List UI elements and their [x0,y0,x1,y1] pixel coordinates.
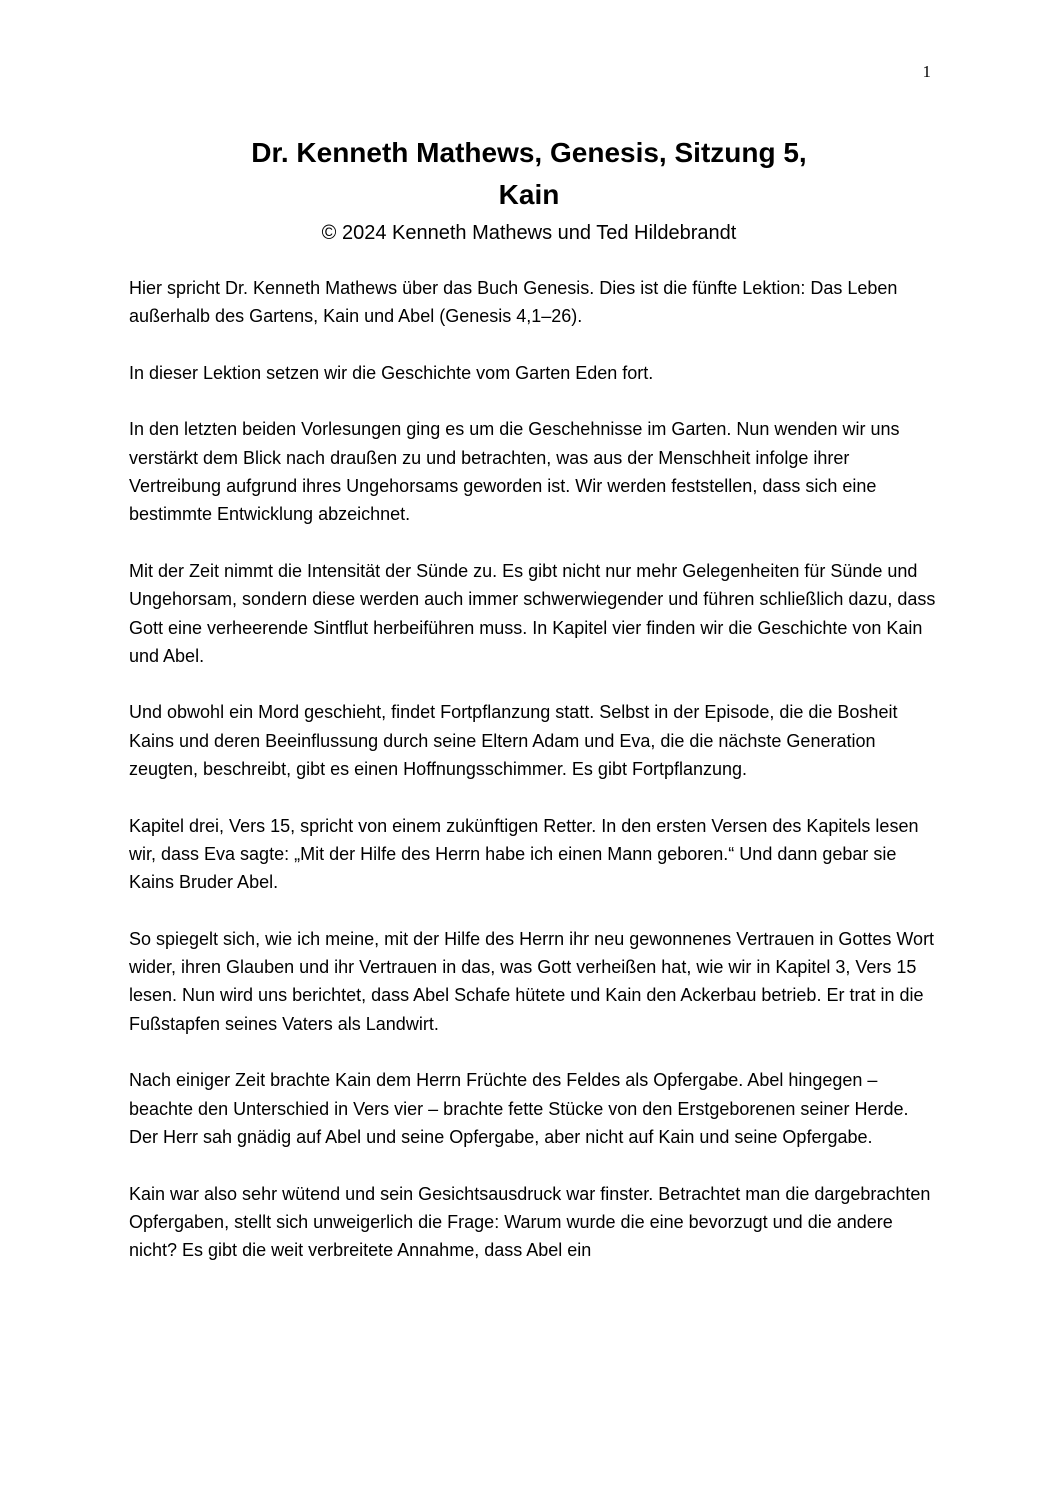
title-line-2: Kain [498,179,560,210]
page-title [0,132,1058,216]
title-line-1: Dr. Kenneth Mathews, Genesis, Sitzung 5, [251,137,807,168]
paragraph-6: Kapitel drei, Vers 15, spricht von einem zukünftigen Retter. In den ersten Versen des Kapitels lesen wir, dass Eva sagte: „Mit der Hilfe des Herrn habe ich einen Mann geboren.“ Und dann gebar sie Kains Bruder Abel. [129,815,919,893]
paragraph-4: Mit der Zeit nimmt die Intensität der Sünde zu. Es gibt nicht nur mehr Gelegenheiten für Sünde und Ungehorsam, sondern diese werden auch immer schwerwiegender und führen schließlich dazu, dass Gott eine verheerende Sintflut herbeiführen muss. In Kapitel vier finden wir die Geschichte von Kain und Abel. [129,560,936,666]
page-number: 1 [922,62,931,81]
copyright-line: © 2024 Kenneth Mathews und Ted Hildebrandt [321,222,737,244]
paragraph-7: So spiegelt sich, wie ich meine, mit der Hilfe des Herrn ihr neu gewonnenes Vertrauen in Gottes Wort wider, ihren Glauben und ihr Vertrauen in das, was Gott verheißen hat, wie wir in Kapitel 3, Vers 15 lesen. Nun wird uns berichtet, dass Abel Schafe hütete und Kain den Ackerbau betrieb. Er trat in die Fußstapfen seines Vaters als Landwirt. [129,928,935,1034]
paragraph-8: Nach einiger Zeit brachte Kain dem Herrn Früchte des Feldes als Opfergabe. Abel hingegen – beachte den Unterschied in Vers vier – brachte fette Stücke von den Erstgeborenen seiner Herde. Der Herr sah gnädig auf Abel und seine Opfergabe, aber nicht auf Kain und seine Opfergabe. [129,1070,909,1147]
paragraph-3: In den letzten beiden Vorlesungen ging es um die Geschehnisse im Garten. Nun wenden wir uns verstärkt dem Blick nach draußen zu und betrachten, was aus der Menschheit infolge ihrer Vertreibung aufgrund ihres Ungehorsams geworden ist. Wir werden feststellen, dass sich eine bestimmte Entwicklung abzeichnet. [129,419,900,525]
paragraph-9: Kain war also sehr wütend und sein Gesichtsausdruck war finster. Betrachtet man die dargebrachten Opfergaben, stellt sich unweigerlich die Frage: Warum wurde die eine bevorzugt und die andere nicht? Es gibt die weit verbreitete Annahme, dass Abel ein [129,1183,931,1261]
paragraph-5: Und obwohl ein Mord geschieht, findet Fortpflanzung statt. Selbst in der Episode, die die Bosheit Kains und deren Beeinflussung durch seine Eltern Adam und Eva, die die nächste Generation zeugten, beschreibt, gibt es einen Hoffnungsschimmer. Es gibt Fortpflanzung. [129,702,898,780]
paragraph-2: In dieser Lektion setzen wir die Geschichte vom Garten Eden fort. [129,362,654,383]
document-body [129,274,939,1293]
paragraph-1: Hier spricht Dr. Kenneth Mathews über das Buch Genesis. Dies ist die fünfte Lektion: Das Leben außerhalb des Gartens, Kain und Abel (Genesis 4,1–26). [129,278,898,327]
